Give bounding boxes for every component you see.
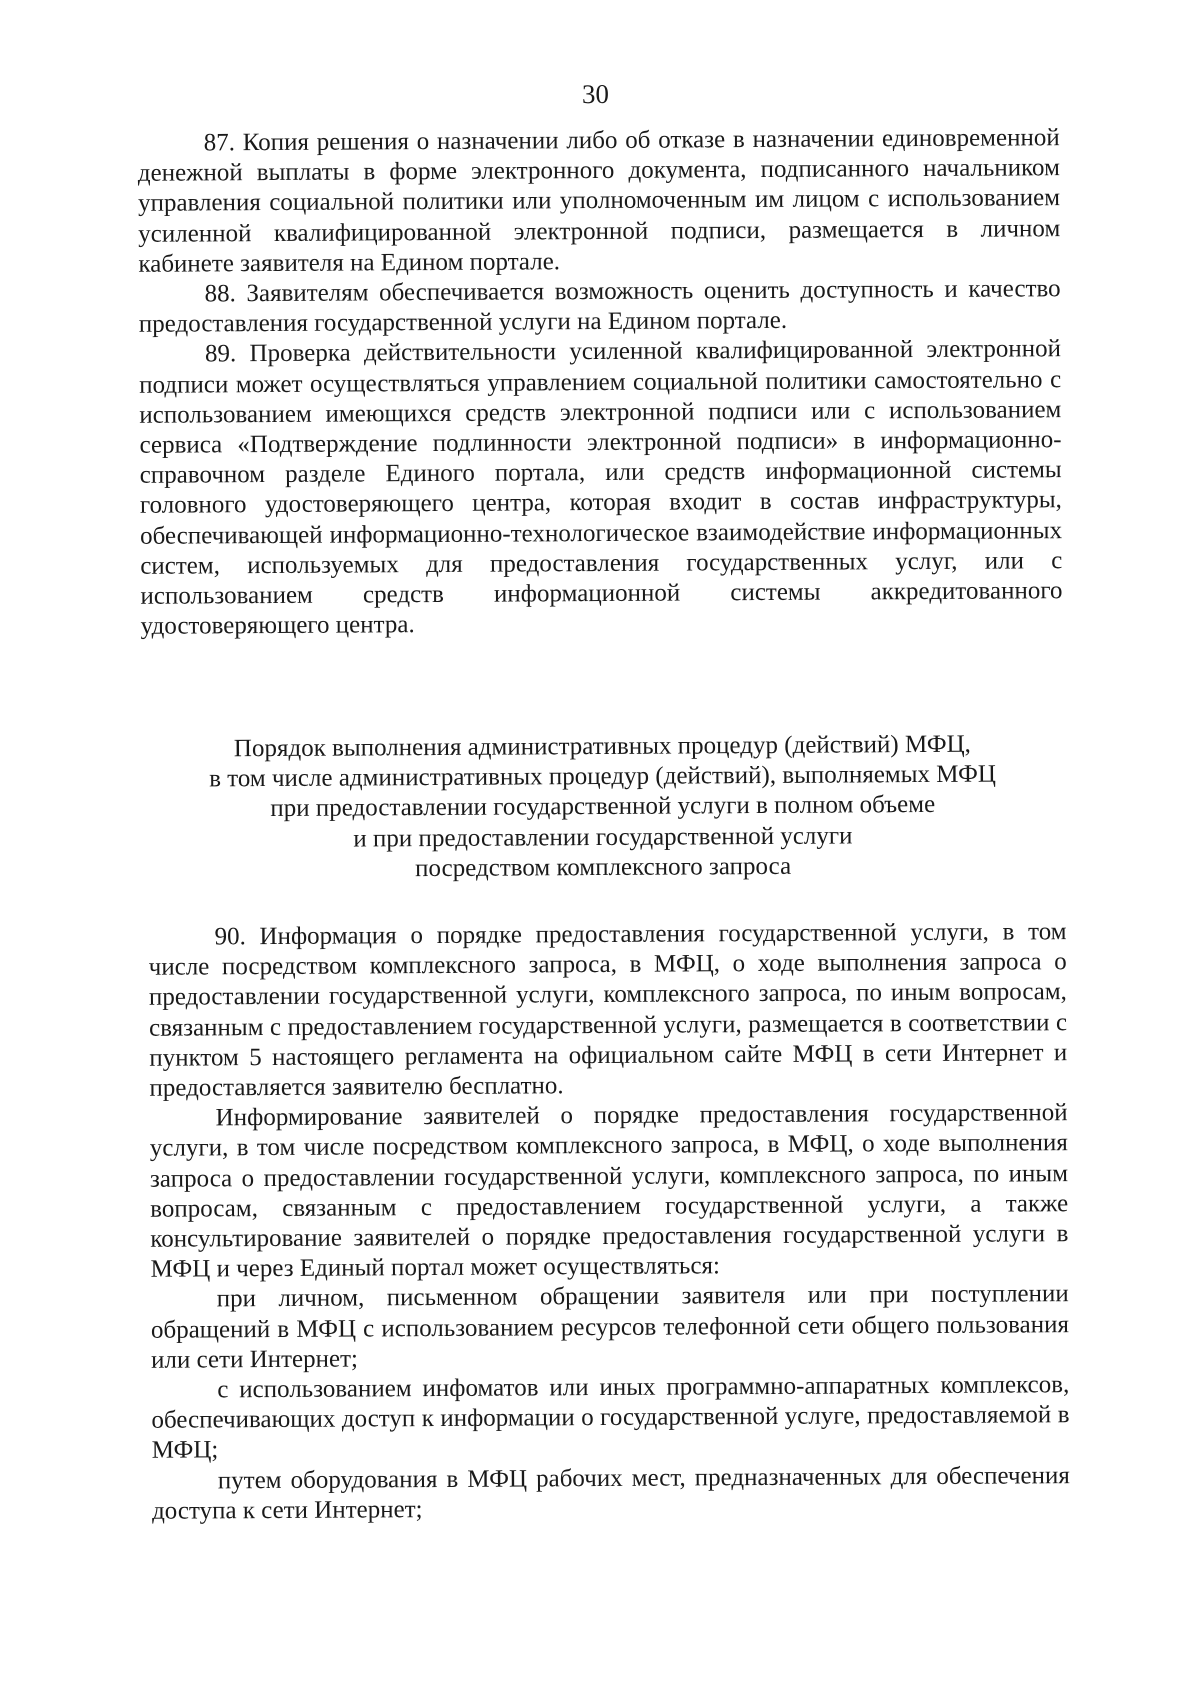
- heading-line: посредством комплексного запроса: [415, 852, 792, 882]
- heading-line: Порядок выполнения административных процедур (действий) МФЦ,: [233, 730, 971, 763]
- paragraph-informing: Информирование заявителей о порядке предоставления государственной услуги, в том числе посредством комплексного запроса, в МФЦ, о ходе выполнения запроса о предоставлении государственной услуги, комплексного запроса, по иным вопросам, связанным с предоставлением государственной услуги, а также консультирование заявителей о порядке предоставления государственной услуги в МФЦ и через Единый портал может осуществляться:: [149, 1099, 1069, 1283]
- heading-line: при предоставлении государственной услуги в полном объеме: [270, 791, 936, 823]
- paragraph-90: 90. Информация о порядке предоставления государственной услуги, в том числе посредством комплексного запроса, в МФЦ, о ходе выполнения запроса о предоставлении государственной услуги, комплексного запроса, по иным вопросам, связанным с предоставлением государственной услуги, размещается в соответствии с пунктом 5 настоящего регламента на официальном сайте МФЦ в сети Интернет и предоставляется заявителю бесплатно.: [148, 918, 1068, 1102]
- section-heading: [141, 729, 1064, 886]
- list-item-workplaces: путем оборудования в МФЦ рабочих мест, предназначенных для обеспечения доступа к сети Интернет;: [151, 1461, 1070, 1525]
- paragraphs-top: [138, 123, 1063, 642]
- paragraph-89: 89. Проверка действительности усиленной квалифицированной электронной подписи может осуществляться управлением социальной политики самостоятельно с использованием имеющихся средств электронной подписи или с использованием сервиса «Подтверждение подлинности электронной подписи» в информационно-справочном разделе Единого портала, или средств информационной системы головного удостоверяющего центра, которая входит в состав инфраструктуры, обеспечивающей информационно-технологическое взаимодействие информационных систем, используемых для предоставления государственных услуг, или с использованием средств информационной системы аккредитованного удостоверяющего центра.: [139, 335, 1063, 641]
- paragraph-88: 88. Заявителям обеспечивается возможность оценить доступность и качество предоставления государственной услуги на Едином портале.: [138, 275, 1061, 339]
- paragraphs-bottom: [148, 917, 1070, 1527]
- heading-line: и при предоставлении государственной услуги: [353, 822, 853, 853]
- page-number: 30: [581, 78, 609, 110]
- list-item-infomats: с использованием инфоматов или иных программно-аппаратных комплексов, обеспечивающих доступ к информации о государственной услуге, предоставляемой в МФЦ;: [151, 1371, 1070, 1465]
- list-item-personal-appeal: при личном, письменном обращении заявителя или при поступлении обращений в МФЦ с использованием ресурсов телефонной сети общего пользования или сети Интернет;: [150, 1280, 1070, 1374]
- heading-line: в том числе административных процедур (действий), выполняемых МФЦ: [209, 760, 997, 793]
- paragraph-87: 87. Копия решения о назначении либо об отказе в назначении единовременной денежной выплаты в форме электронного документа, подписанного начальником управления социальной политики или уполномоченным им лицом с использованием усиленной квалифицированной электронной подписи, размещается в личном кабинете заявителя на Едином портале.: [137, 124, 1061, 278]
